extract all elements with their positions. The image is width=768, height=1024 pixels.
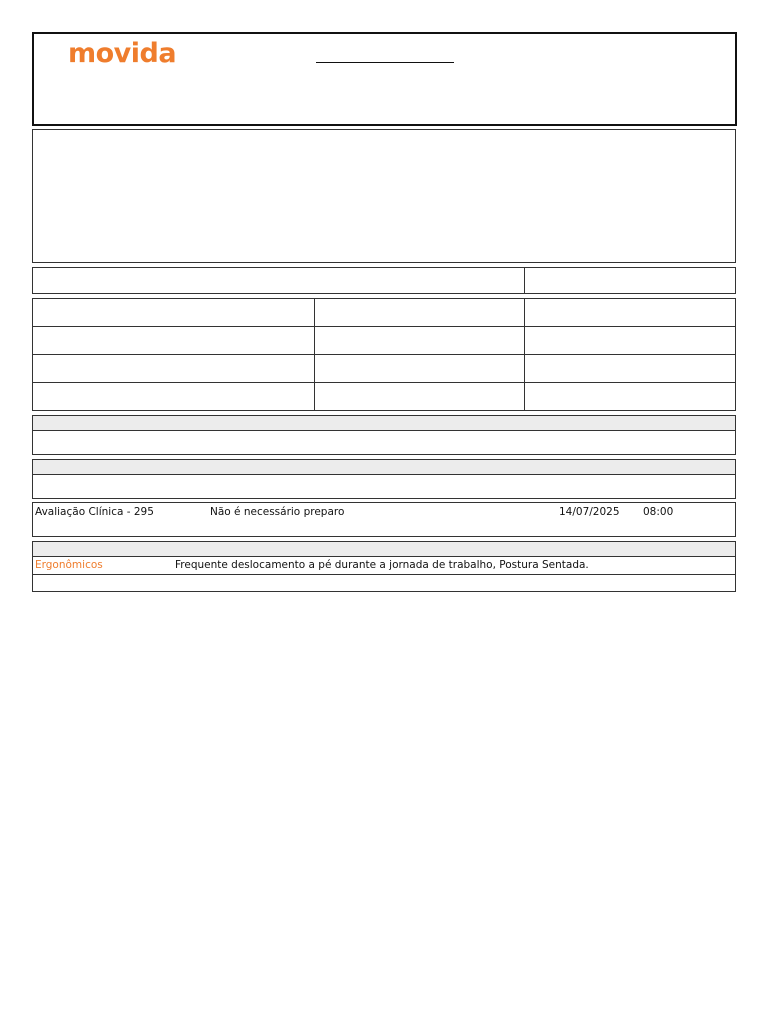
section-box <box>32 415 736 455</box>
section-header <box>33 416 735 431</box>
row-divider <box>33 354 735 355</box>
risk-description: Frequente deslocamento a pé durante a jornada de trabalho, Postura Sentada. <box>175 559 589 571</box>
exam-name: Avaliação Clínica - 295 <box>35 506 154 518</box>
row-divider <box>33 574 735 575</box>
section-header <box>33 542 735 557</box>
employee-info-box <box>32 129 736 263</box>
info-row <box>32 267 736 294</box>
section-box <box>32 459 736 499</box>
exam-time: 08:00 <box>643 506 674 518</box>
document-title-underline <box>316 62 454 63</box>
exam-date: 14/07/2025 <box>559 506 620 518</box>
column-divider <box>524 268 525 293</box>
info-grid <box>32 298 736 411</box>
movida-logo: movida <box>68 38 177 69</box>
risk-category: Ergonômicos <box>35 559 103 571</box>
row-divider <box>33 382 735 383</box>
document-header <box>32 32 737 126</box>
row-divider <box>33 326 735 327</box>
section-header <box>33 460 735 475</box>
exam-row <box>32 502 736 537</box>
risks-section <box>32 541 736 592</box>
exam-preparation: Não é necessário preparo <box>210 506 345 518</box>
